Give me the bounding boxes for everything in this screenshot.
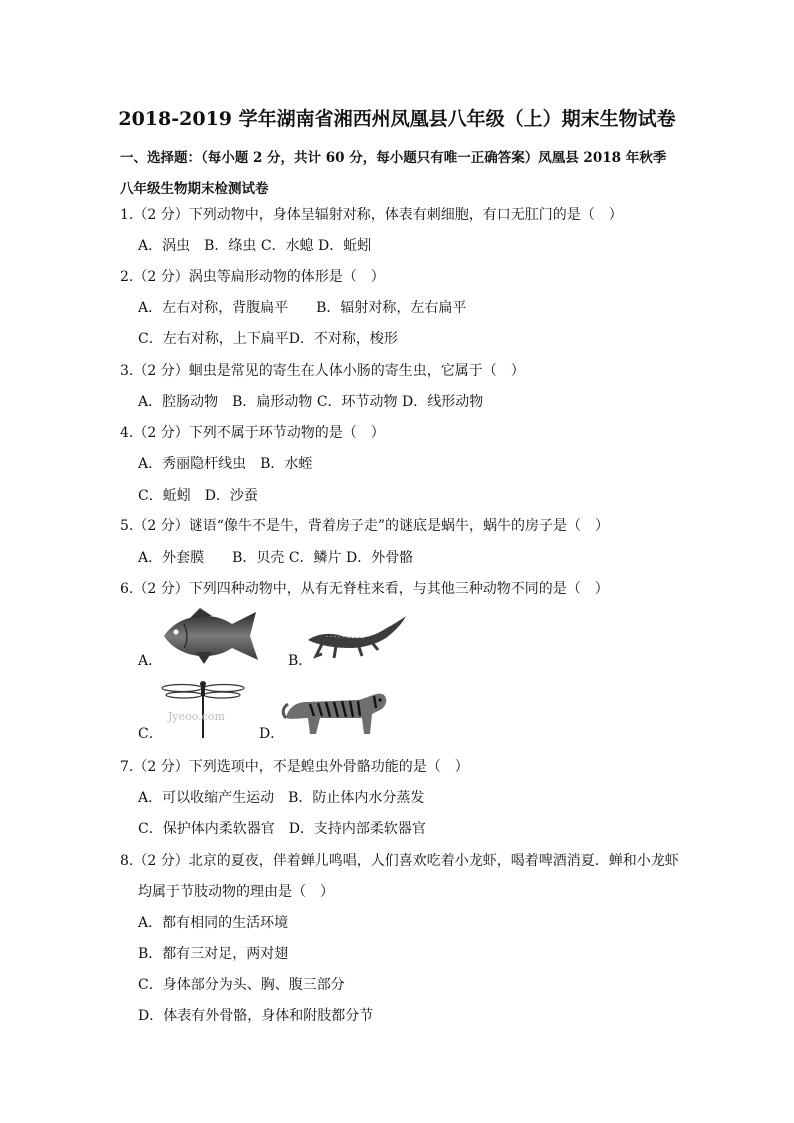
section-heading-line1: 一、选择题：（每小题 2 分，共计 60 分，每小题只有唯一正确答案）凤凰县 2018 年秋季 — [120, 150, 667, 166]
q5-options: A．外套膜 B．贝壳 C．鳞片 D．外骨骼 — [138, 550, 414, 566]
q6-option-a-label: A． — [138, 653, 163, 669]
question-8: 8.（2 分）北京的夏夜，伴着蝉儿鸣唱，人们喜欢吃着小龙虾，喝着啤酒消夏．蝉和小龙虾 — [120, 853, 679, 869]
q8-option-b: B．都有三对足，两对翅 — [138, 946, 289, 962]
q8-option-a: A．都有相同的生活环境 — [138, 915, 289, 931]
q7-options-ab: A．可以收缩产生运动 B．防止体内水分蒸发 — [138, 790, 425, 806]
dragonfly-image — [160, 678, 246, 740]
q2-options-ab: A．左右对称，背腹扁平 B．辐射对称，左右扁平 — [138, 300, 467, 316]
question-5: 5.（2 分）谜语“像牛不是牛，背着房子走”的谜底是蜗牛，蜗牛的房子是（ ） — [120, 518, 610, 534]
question-6: 6.（2 分）下列四种动物中，从有无脊柱来看，与其他三种动物不同的是（ ） — [120, 581, 609, 597]
q1-options: A．涡虫 B．绦虫 C．水螅 D．蚯蚓 — [138, 238, 372, 254]
q3-options: A．腔肠动物 B．扁形动物 C．环节动物 D．线形动物 — [138, 394, 484, 410]
q4-options-cd: C．蚯蚓 D．沙蚕 — [138, 488, 258, 504]
question-7: 7.（2 分）下列选项中，不是蝗虫外骨骼功能的是（ ） — [120, 759, 469, 775]
page-title: 2018-2019 学年湖南省湘西州凤凰县八年级（上）期末生物试卷 — [118, 108, 676, 130]
lizard-image — [306, 612, 412, 662]
watermark: Jyeoo.com — [168, 710, 225, 723]
q7-options-cd: C．保护体内柔软器官 D．支持内部柔软器官 — [138, 821, 426, 837]
fish-image — [160, 606, 262, 666]
q6-option-d-label: D． — [259, 726, 285, 742]
question-8-continuation: 均属于节肢动物的理由是（ ） — [138, 884, 334, 900]
q8-option-c: C．身体部分为头、胸、腹三部分 — [138, 977, 345, 993]
question-2: 2.（2 分）涡虫等扁形动物的体形是（ ） — [120, 269, 385, 285]
q4-options-ab: A．秀丽隐杆线虫 B．水蛭 — [138, 456, 313, 472]
tiger-image — [280, 678, 392, 738]
q8-option-d: D．体表有外骨骼，身体和附肢都分节 — [138, 1008, 374, 1024]
question-3: 3.（2 分）蛔虫是常见的寄生在人体小肠的寄生虫，它属于（ ） — [120, 363, 525, 379]
q2-options-cd: C．左右对称，上下扁平D．不对称，梭形 — [138, 331, 398, 347]
question-4: 4.（2 分）下列不属于环节动物的是（ ） — [120, 425, 385, 441]
section-heading-line2: 八年级生物期末检测试卷 — [120, 181, 269, 197]
q6-option-c-label: C． — [138, 726, 163, 742]
q6-option-b-label: B． — [288, 653, 313, 669]
question-1: 1.（2 分）下列动物中，身体呈辐射对称，体表有刺细胞，有口无肛门的是（ ） — [120, 207, 623, 223]
